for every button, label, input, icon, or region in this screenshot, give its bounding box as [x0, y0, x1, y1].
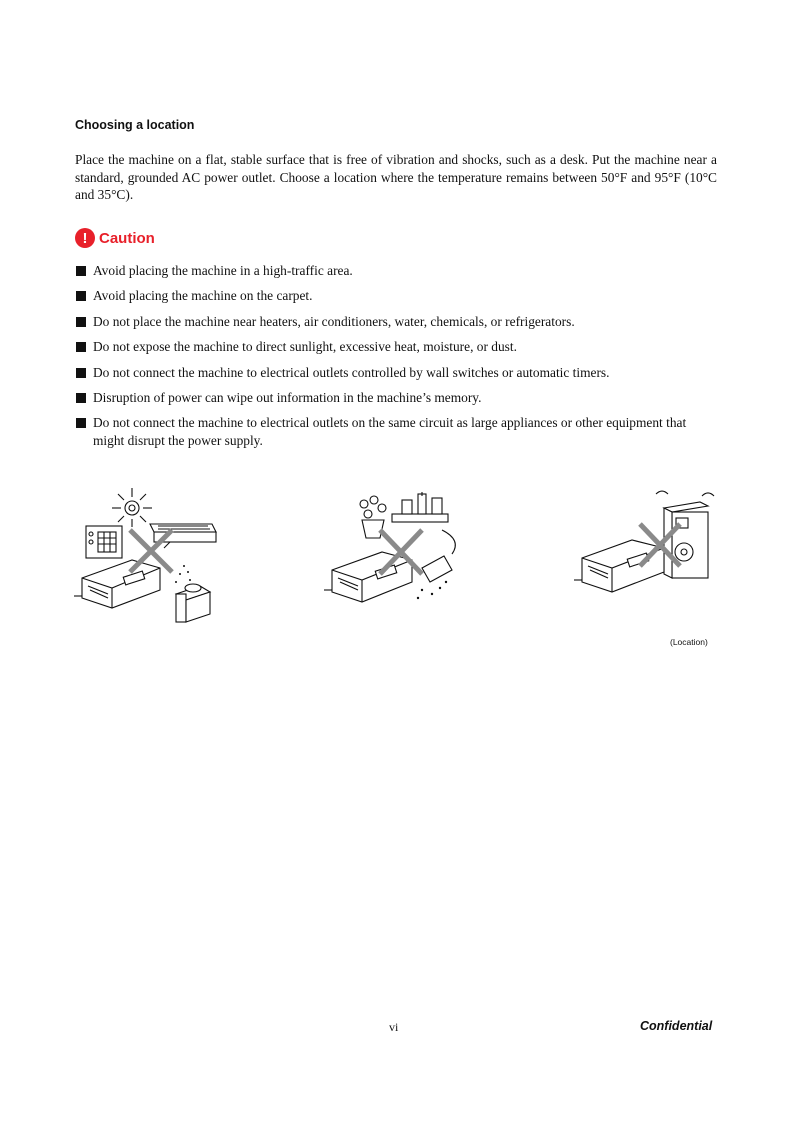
printer-icon — [74, 560, 160, 608]
confidential-label: Confidential — [640, 1019, 713, 1033]
list-item: Do not connect the machine to electrical outlets on the same circuit as large appliances or other equipment that might disrupt the power supply. — [75, 414, 720, 449]
list-item: Avoid placing the machine on the carpet. — [75, 287, 720, 305]
chemical-bottles-icon — [392, 492, 448, 522]
bullet-square-icon — [76, 393, 86, 403]
sun-icon — [112, 488, 152, 527]
figure-caption: (Location) — [670, 637, 708, 647]
bullet-square-icon — [76, 368, 86, 378]
spilled-cup-icon — [417, 530, 456, 599]
intro-paragraph: Place the machine on a flat, stable surface that is free of vibration and shocks, such as a desk. Put the machine near a standard, grounded AC power outlet. Choose a location where the temperature remains between 50°F and 95°F (10°C and 35°C). — [75, 152, 717, 203]
list-item: Do not connect the machine to electrical outlets controlled by wall switches or automatic timers. — [75, 364, 720, 382]
caution-header — [75, 228, 155, 248]
humidifier-icon — [175, 565, 210, 622]
caution-list — [75, 262, 720, 457]
list-item: Do not place the machine near heaters, air conditioners, water, chemicals, or refrigerators. — [75, 313, 720, 331]
caution-title: Caution — [99, 229, 155, 247]
location-illustration-heat — [72, 486, 222, 626]
speaker-icon — [656, 491, 714, 578]
printer-icon — [574, 540, 664, 592]
list-item: Do not expose the machine to direct sunlight, excessive heat, moisture, or dust. — [75, 338, 720, 356]
heater-icon — [86, 526, 122, 558]
bullet-square-icon — [76, 418, 86, 428]
bullet-square-icon — [76, 266, 86, 276]
list-item: Avoid placing the machine in a high-traffic area. — [75, 262, 720, 280]
printer-icon — [324, 552, 412, 602]
exclamation-icon: ! — [75, 228, 95, 248]
list-item: Disruption of power can wipe out information in the machine’s memory. — [75, 389, 720, 407]
section-heading: Choosing a location — [75, 118, 195, 132]
location-illustration-speaker — [572, 488, 722, 613]
bullet-square-icon — [76, 342, 86, 352]
bullet-square-icon — [76, 317, 86, 327]
page-number: vi — [389, 1020, 399, 1034]
bullet-square-icon — [76, 291, 86, 301]
location-illustration-water — [322, 490, 472, 620]
